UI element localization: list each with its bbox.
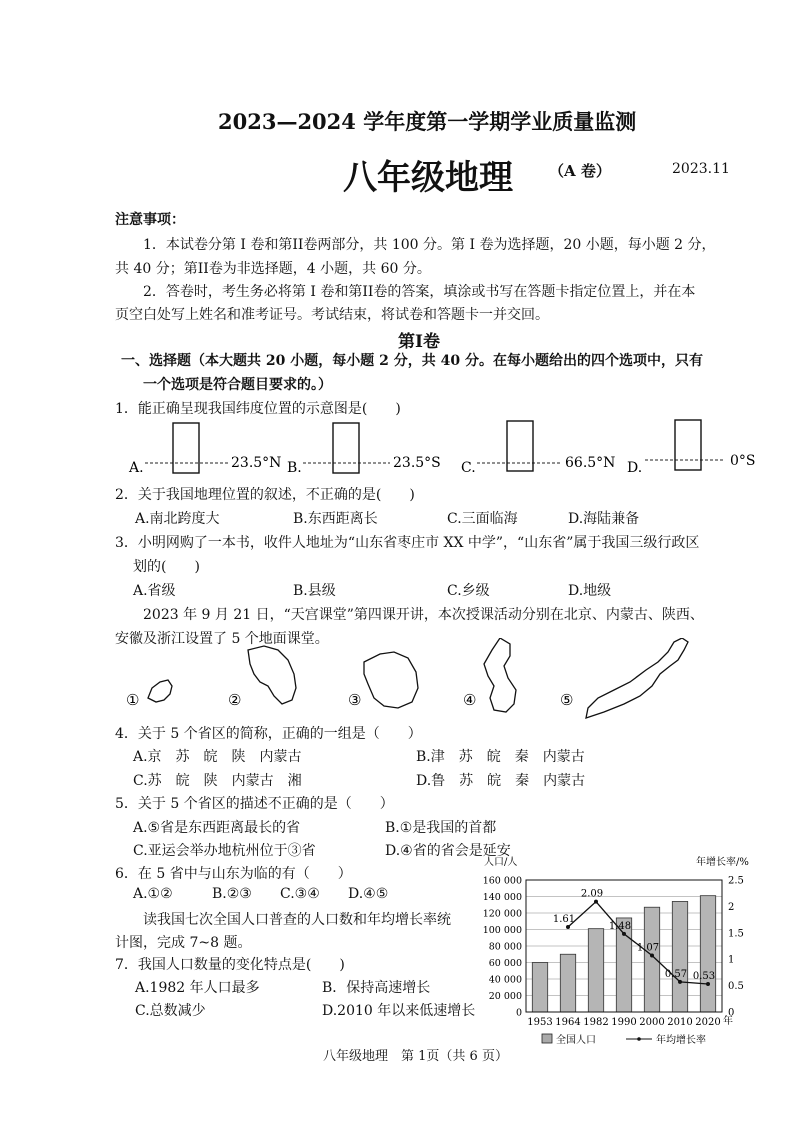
chart-right-axis-title: 年增长率/% [696, 857, 749, 868]
section-instruction-line1: 一、选择题（本大题共 20 小题，每小题 2 分，共 40 分。在每小题给出的四个选项中，只有 [121, 353, 703, 369]
q1-option-a-diagram [128, 423, 281, 476]
x-tick-label: 1964 [555, 1017, 581, 1028]
left-tick-label: 100 000 [482, 925, 522, 936]
province-label-5: ⑤ [560, 691, 574, 709]
growth-rate-label: 1.07 [636, 942, 660, 954]
population-bar [672, 901, 687, 1012]
right-tick-label: 2.5 [728, 875, 744, 887]
x-tick-label: 2010 [667, 1017, 693, 1028]
q1-option-c-diagram [461, 421, 615, 476]
left-tick-label: 120 000 [482, 908, 522, 920]
notice-p2-line1: 2．答卷时，考生务必将第 I 卷和第II卷的答案，填涂或书写在答题卡指定位置上，并在本 [143, 284, 696, 300]
q3-option-a: A.省级 [133, 583, 176, 599]
growth-rate-point [594, 900, 598, 904]
growth-rate-point [650, 954, 654, 958]
q7-option-c: C.总数减少 [135, 1003, 206, 1019]
population-bar [560, 954, 575, 1012]
q7-option-d: D.2010 年以来低速增长 [322, 1003, 476, 1019]
province-label-4: ④ [463, 691, 477, 709]
q1-option-d-label: 0°S [730, 453, 756, 469]
legend-bar-swatch [542, 1034, 552, 1043]
right-tick-label: 2 [728, 901, 735, 913]
q1-option-b-diagram [287, 423, 441, 476]
q1-option-c-label: 66.5°N [565, 455, 616, 471]
q3-option-d: D.地级 [568, 583, 612, 599]
q4-option-c: C.苏 皖 陕 内蒙古 湘 [133, 773, 302, 789]
growth-rate-point [566, 925, 570, 929]
province-label-1: ① [126, 691, 140, 709]
notice-p1-line2: 共 40 分；第II卷为非选择题，4 小题，共 60 分。 [115, 261, 431, 277]
q6-stem: 6．在 5 省中与山东为临的有（ ） [115, 866, 352, 882]
q4-option-a: A.京 苏 皖 陕 内蒙古 [133, 749, 302, 765]
subject-title: 八年级地理 [343, 158, 513, 198]
q2-option-a: A.南北跨度大 [135, 511, 220, 527]
x-tick-label: 1990 [611, 1017, 637, 1028]
x-tick-label: 2000 [639, 1017, 665, 1028]
q3-option-c: C.乡级 [447, 583, 490, 599]
right-tick-label: 0 [728, 1007, 735, 1019]
exam-title: 2023—2024 学年度第一学期学业质量监测 [218, 109, 637, 134]
growth-rate-point [706, 982, 710, 986]
province-label-2: ② [228, 691, 242, 709]
growth-rate-label: 2.09 [580, 888, 604, 900]
q1-option-c-letter: C. [461, 460, 476, 476]
section-instruction-line2: 一个选项是符合题目要求的。） [143, 377, 332, 393]
growth-rate-label: 1.61 [552, 913, 576, 925]
province-map-3-anhui [348, 652, 418, 709]
q1-option-d-diagram [627, 420, 756, 476]
left-tick-label: 60 000 [488, 958, 522, 969]
q1-option-a-label: 23.5°N [231, 455, 282, 471]
q5-option-d: D.④省的省会是延安 [385, 843, 511, 859]
right-tick-label: 0.5 [728, 981, 744, 993]
q7-option-a: A.1982 年人口最多 [135, 980, 260, 996]
growth-rate-label: 0.53 [692, 971, 716, 983]
left-tick-label: 80 000 [488, 941, 522, 953]
q4-stem: 4．关于 5 个省区的简称，正确的一组是（ ） [115, 726, 422, 742]
q6-option-a: A.①② [133, 886, 173, 902]
q1-option-d-letter: D. [627, 460, 643, 476]
left-tick-label: 140 000 [482, 892, 522, 903]
population-bar [532, 963, 547, 1013]
right-tick-label: 1 [728, 954, 735, 966]
q1-latitude-diagrams [125, 418, 775, 476]
q1-stem: 1．能正确呈现我国纬度位置的示意图是( ) [115, 401, 401, 417]
growth-rate-label: 0.57 [664, 968, 688, 980]
q4-option-b: B.津 苏 皖 秦 内蒙古 [416, 749, 585, 765]
volume-label: （A 卷） [549, 162, 611, 180]
passage2-line1: 读我国七次全国人口普查的人口数和年均增长率统 [143, 912, 451, 928]
left-tick-label: 160 000 [482, 875, 522, 887]
passage2-line2: 计图，完成 7~8 题。 [115, 935, 252, 951]
left-tick-label: 0 [515, 1007, 522, 1019]
q4-option-d: D.鲁 苏 皖 秦 内蒙古 [416, 773, 586, 789]
passage1-line2: 安徽及浙江设置了 5 个地面课堂。 [115, 631, 329, 647]
q7-stem: 7．我国人口数量的变化特点是( ) [115, 957, 345, 973]
right-tick-label: 1.5 [728, 928, 744, 940]
x-tick-label: 1982 [583, 1017, 609, 1028]
notice-p2-line2: 页空白处写上姓名和准考证号。考试结束，将试卷和答题卡一并交回。 [115, 307, 549, 323]
x-tick-label: 2020 [695, 1017, 721, 1028]
growth-rate-point [622, 932, 626, 936]
chart-left-axis-title: 人口/人 [484, 857, 518, 868]
population-bar [644, 907, 659, 1012]
province-map-2-zhejiang [228, 646, 296, 709]
province-map-1-beijing [126, 680, 172, 709]
q5-option-c: C.亚运会举办地杭州位于③省 [133, 843, 316, 859]
q1-option-b-letter: B. [287, 460, 302, 476]
page-footer: 八年级地理 第 1页（共 6 页） [323, 1049, 508, 1064]
left-tick-label: 20 000 [488, 991, 522, 1002]
notice-p1-line1: 1．本试卷分第 I 卷和第II卷两部分，共 100 分。第 I 卷为选择题，20 小题，每小题 2 分， [143, 237, 716, 253]
population-bar [700, 896, 715, 1012]
q2-option-c: C.三面临海 [447, 511, 518, 527]
exam-date: 2023.11 [672, 161, 730, 177]
q5-option-a: A.⑤省是东西距离最长的省 [133, 820, 301, 836]
province-map-5-inner-mongolia [560, 638, 688, 718]
q6-option-b: B.②③ [212, 886, 252, 902]
growth-rate-label: 1.48 [608, 920, 632, 932]
x-tick-label: 1953 [527, 1017, 553, 1028]
q6-option-c: C.③④ [280, 886, 320, 902]
q3-stem-line1: 3．小明网购了一本书，收件人地址为“山东省枣庄市 XX 中学”，“山东省”属于我国三级行政区 [115, 535, 700, 551]
legend-line-marker [637, 1037, 641, 1041]
q2-option-b: B.东西距离长 [293, 511, 378, 527]
q1-option-a-letter: A. [129, 460, 144, 476]
q2-option-d: D.海陆兼备 [568, 511, 640, 527]
province-outline-maps [118, 638, 698, 723]
notice-heading: 注意事项： [115, 212, 185, 228]
q7-option-b: B．保持高速增长 [322, 980, 431, 996]
legend-growth-label: 年均增长率 [656, 1035, 706, 1046]
left-tick-label: 40 000 [488, 974, 522, 986]
province-label-3: ③ [348, 691, 362, 709]
province-map-4-shaanxi [463, 638, 516, 712]
q5-stem: 5．关于 5 个省区的描述不正确的是（ ） [115, 796, 394, 812]
q3-stem-line2: 划的( ) [133, 559, 200, 575]
population-chart [468, 852, 774, 1052]
q6-option-d: D.④⑤ [348, 886, 389, 902]
q3-option-b: B.县级 [293, 583, 336, 599]
legend-population-label: 全国人口 [556, 1035, 596, 1046]
x-axis-suffix: 年 [723, 1016, 733, 1027]
population-bar [588, 929, 603, 1012]
q1-option-b-label: 23.5°S [393, 455, 441, 471]
part-title: 第I卷 [398, 332, 440, 352]
growth-rate-point [678, 980, 682, 984]
passage1-line1: 2023 年 9 月 21 日，“天宫课堂”第四课开讲，本次授课活动分别在北京、内蒙古、陕西、 [143, 607, 704, 623]
q2-stem: 2．关于我国地理位置的叙述，不正确的是( ) [115, 487, 415, 503]
q5-option-b: B.①是我国的首都 [385, 820, 497, 836]
